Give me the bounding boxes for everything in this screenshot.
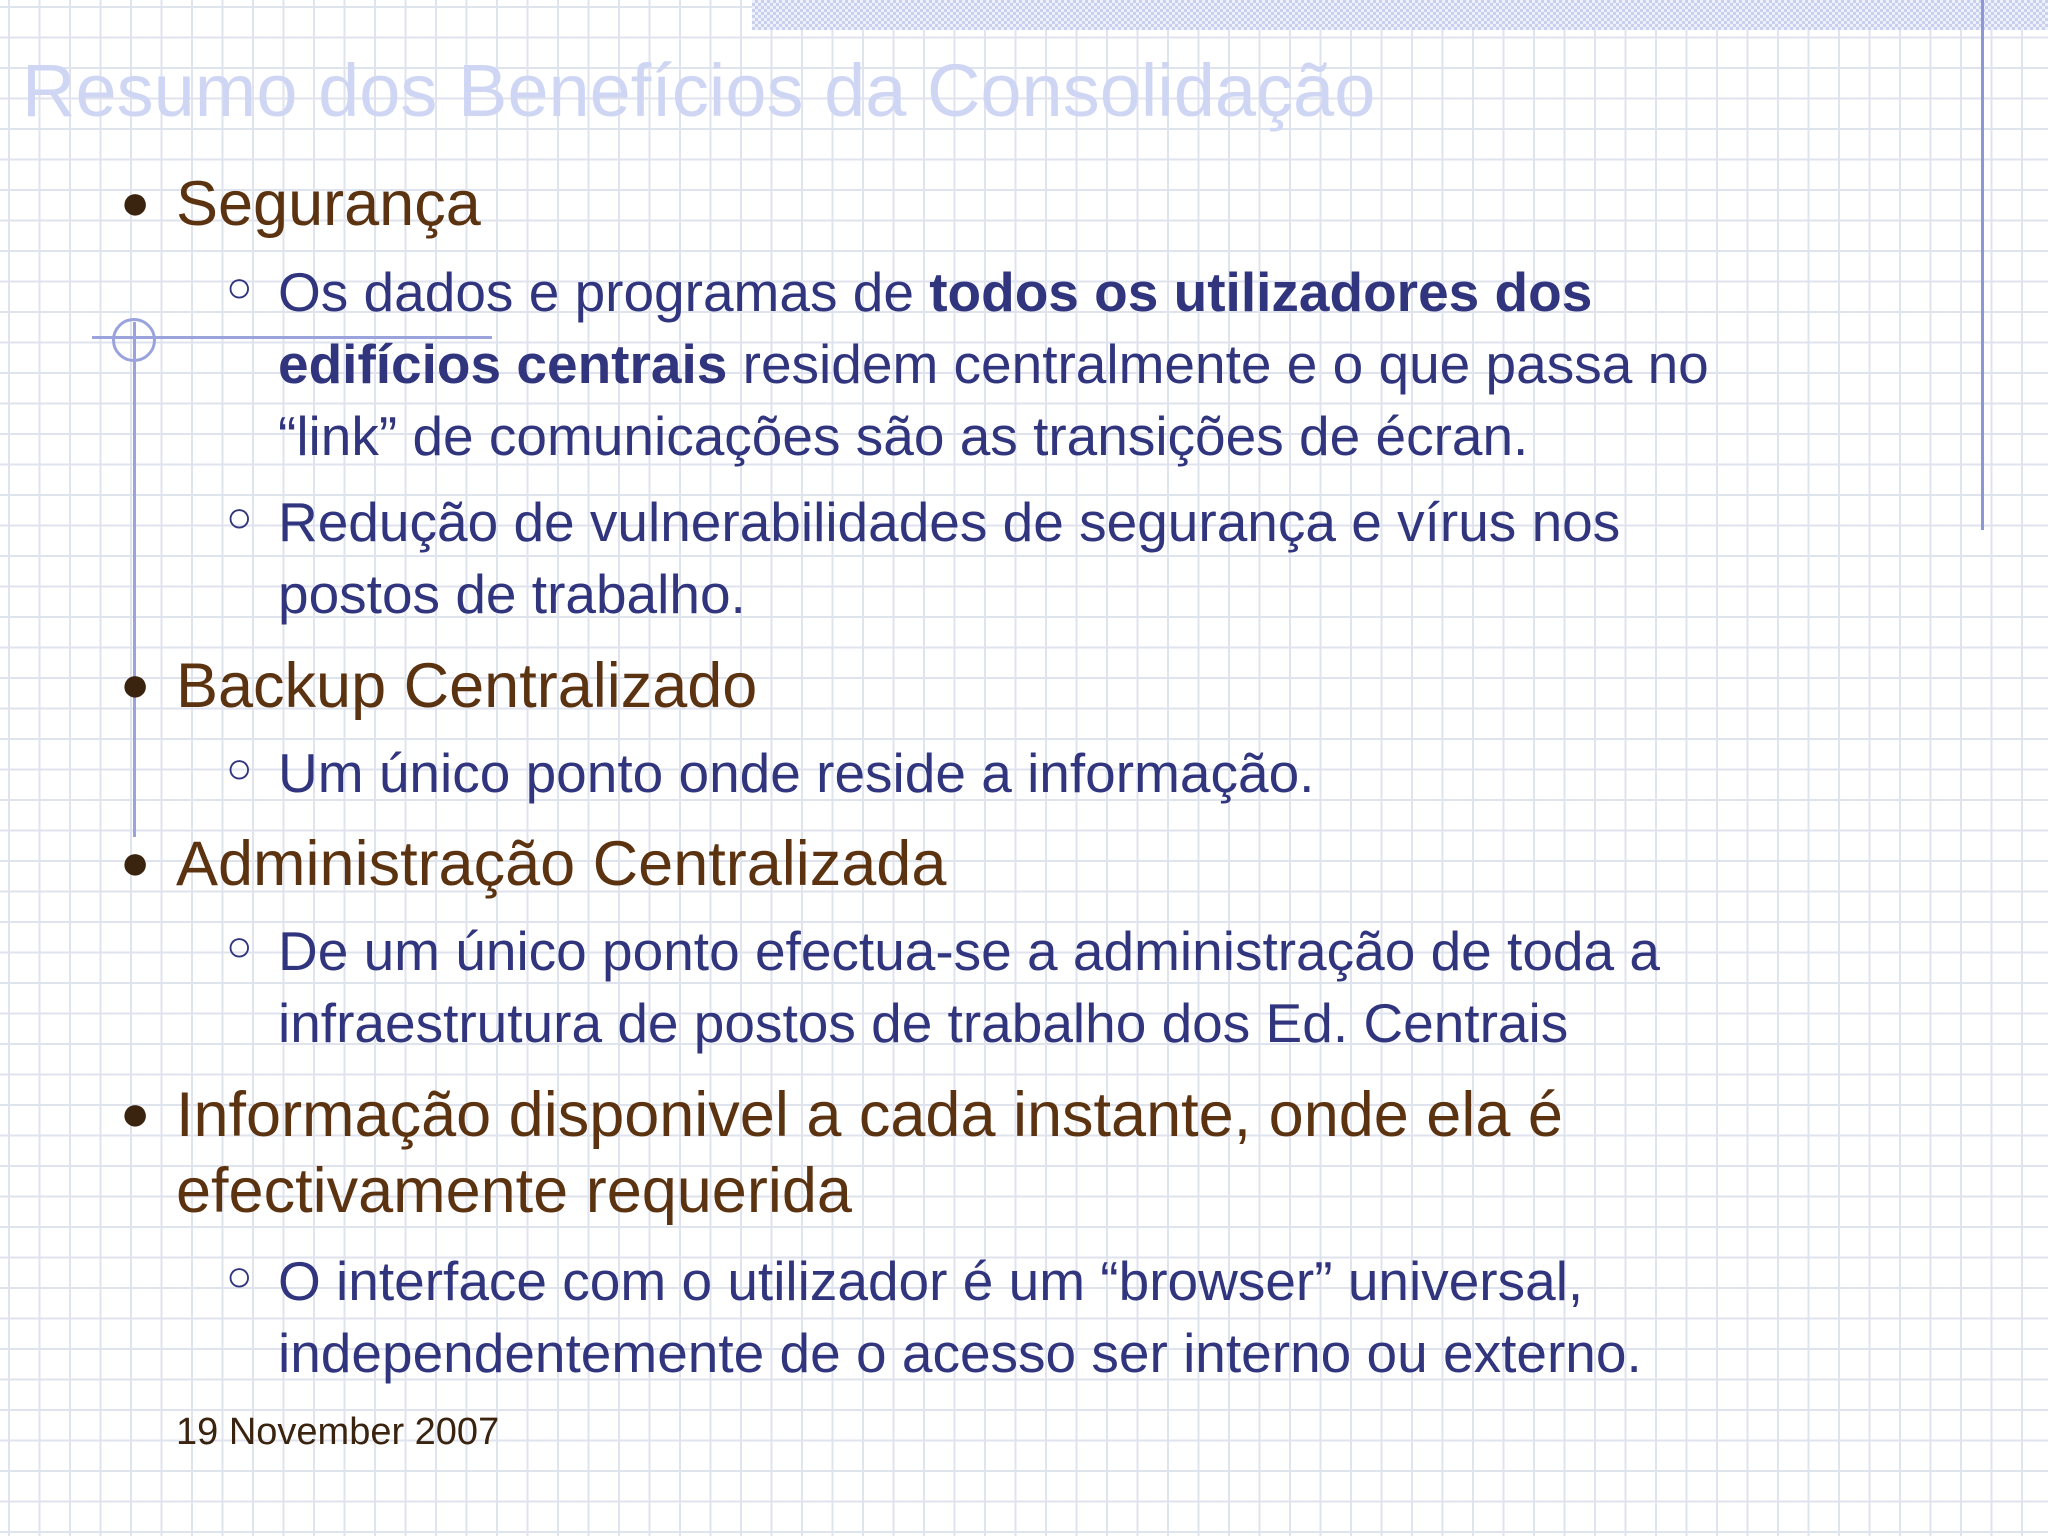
text-line: O interface com o utilizador é um “browser” universal, [278,1250,1584,1312]
bullet-dot-icon: ● [120,834,151,890]
sub-bullet-text [278,737,1314,809]
bullet-circle-icon: ○ [226,922,253,971]
bullet-heading: Administração Centralizada [176,829,947,899]
bullet-heading: Segurança [176,169,481,239]
bullet-circle-icon: ○ [226,263,253,312]
text-line: Redução de vulnerabilidades de segurança e vírus nos [278,491,1621,553]
text-line: infraestrutura de postos de trabalho dos Ed. Centrais [278,992,1569,1054]
bullet-dot-icon: ● [120,656,151,712]
footer-date: 19 November 2007 [176,1411,500,1453]
text-line: Um único ponto onde reside a informação. [278,742,1315,804]
text-run: residem centralmente e o que passa no [727,333,1709,395]
bold-text-run: todos os utilizadores dos [929,261,1593,323]
heading-line: Informação disponivel a cada instante, onde ela é [176,1080,1563,1150]
slide-title: Resumo dos Benefícios da Consolidação [22,49,1376,132]
bullet-dot-icon: ● [120,1085,151,1141]
sub-bullet-text [278,915,1660,1059]
bullet-heading: Backup Centralizado [176,651,758,721]
bullet-heading [176,1077,1563,1229]
bullet-circle-icon: ○ [226,493,253,542]
sub-bullet-text [278,1245,1642,1389]
text-run: Os dados e programas de [278,261,930,323]
sub-bullet-text [278,256,1709,472]
bullet-dot-icon: ● [120,174,151,230]
bullet-circle-icon: ○ [226,744,253,793]
text-line: “link” de comunicações são as transições de écran. [278,405,1529,467]
text-line: De um único ponto efectua-se a administração de toda a [278,920,1660,982]
left-vertical-rule [133,322,136,837]
ring-ornament-icon [112,318,156,362]
sub-bullet-text [278,486,1620,630]
heading-line: efectivamente requerida [176,1156,852,1226]
text-line: postos de trabalho. [278,563,746,625]
checker-band-decoration [752,0,2048,30]
bullet-circle-icon: ○ [226,1252,253,1301]
right-vertical-rule [1981,0,1984,530]
text-line: independentemente de o acesso ser interno ou externo. [278,1322,1642,1384]
bold-text-run: edifícios centrais [278,333,728,395]
